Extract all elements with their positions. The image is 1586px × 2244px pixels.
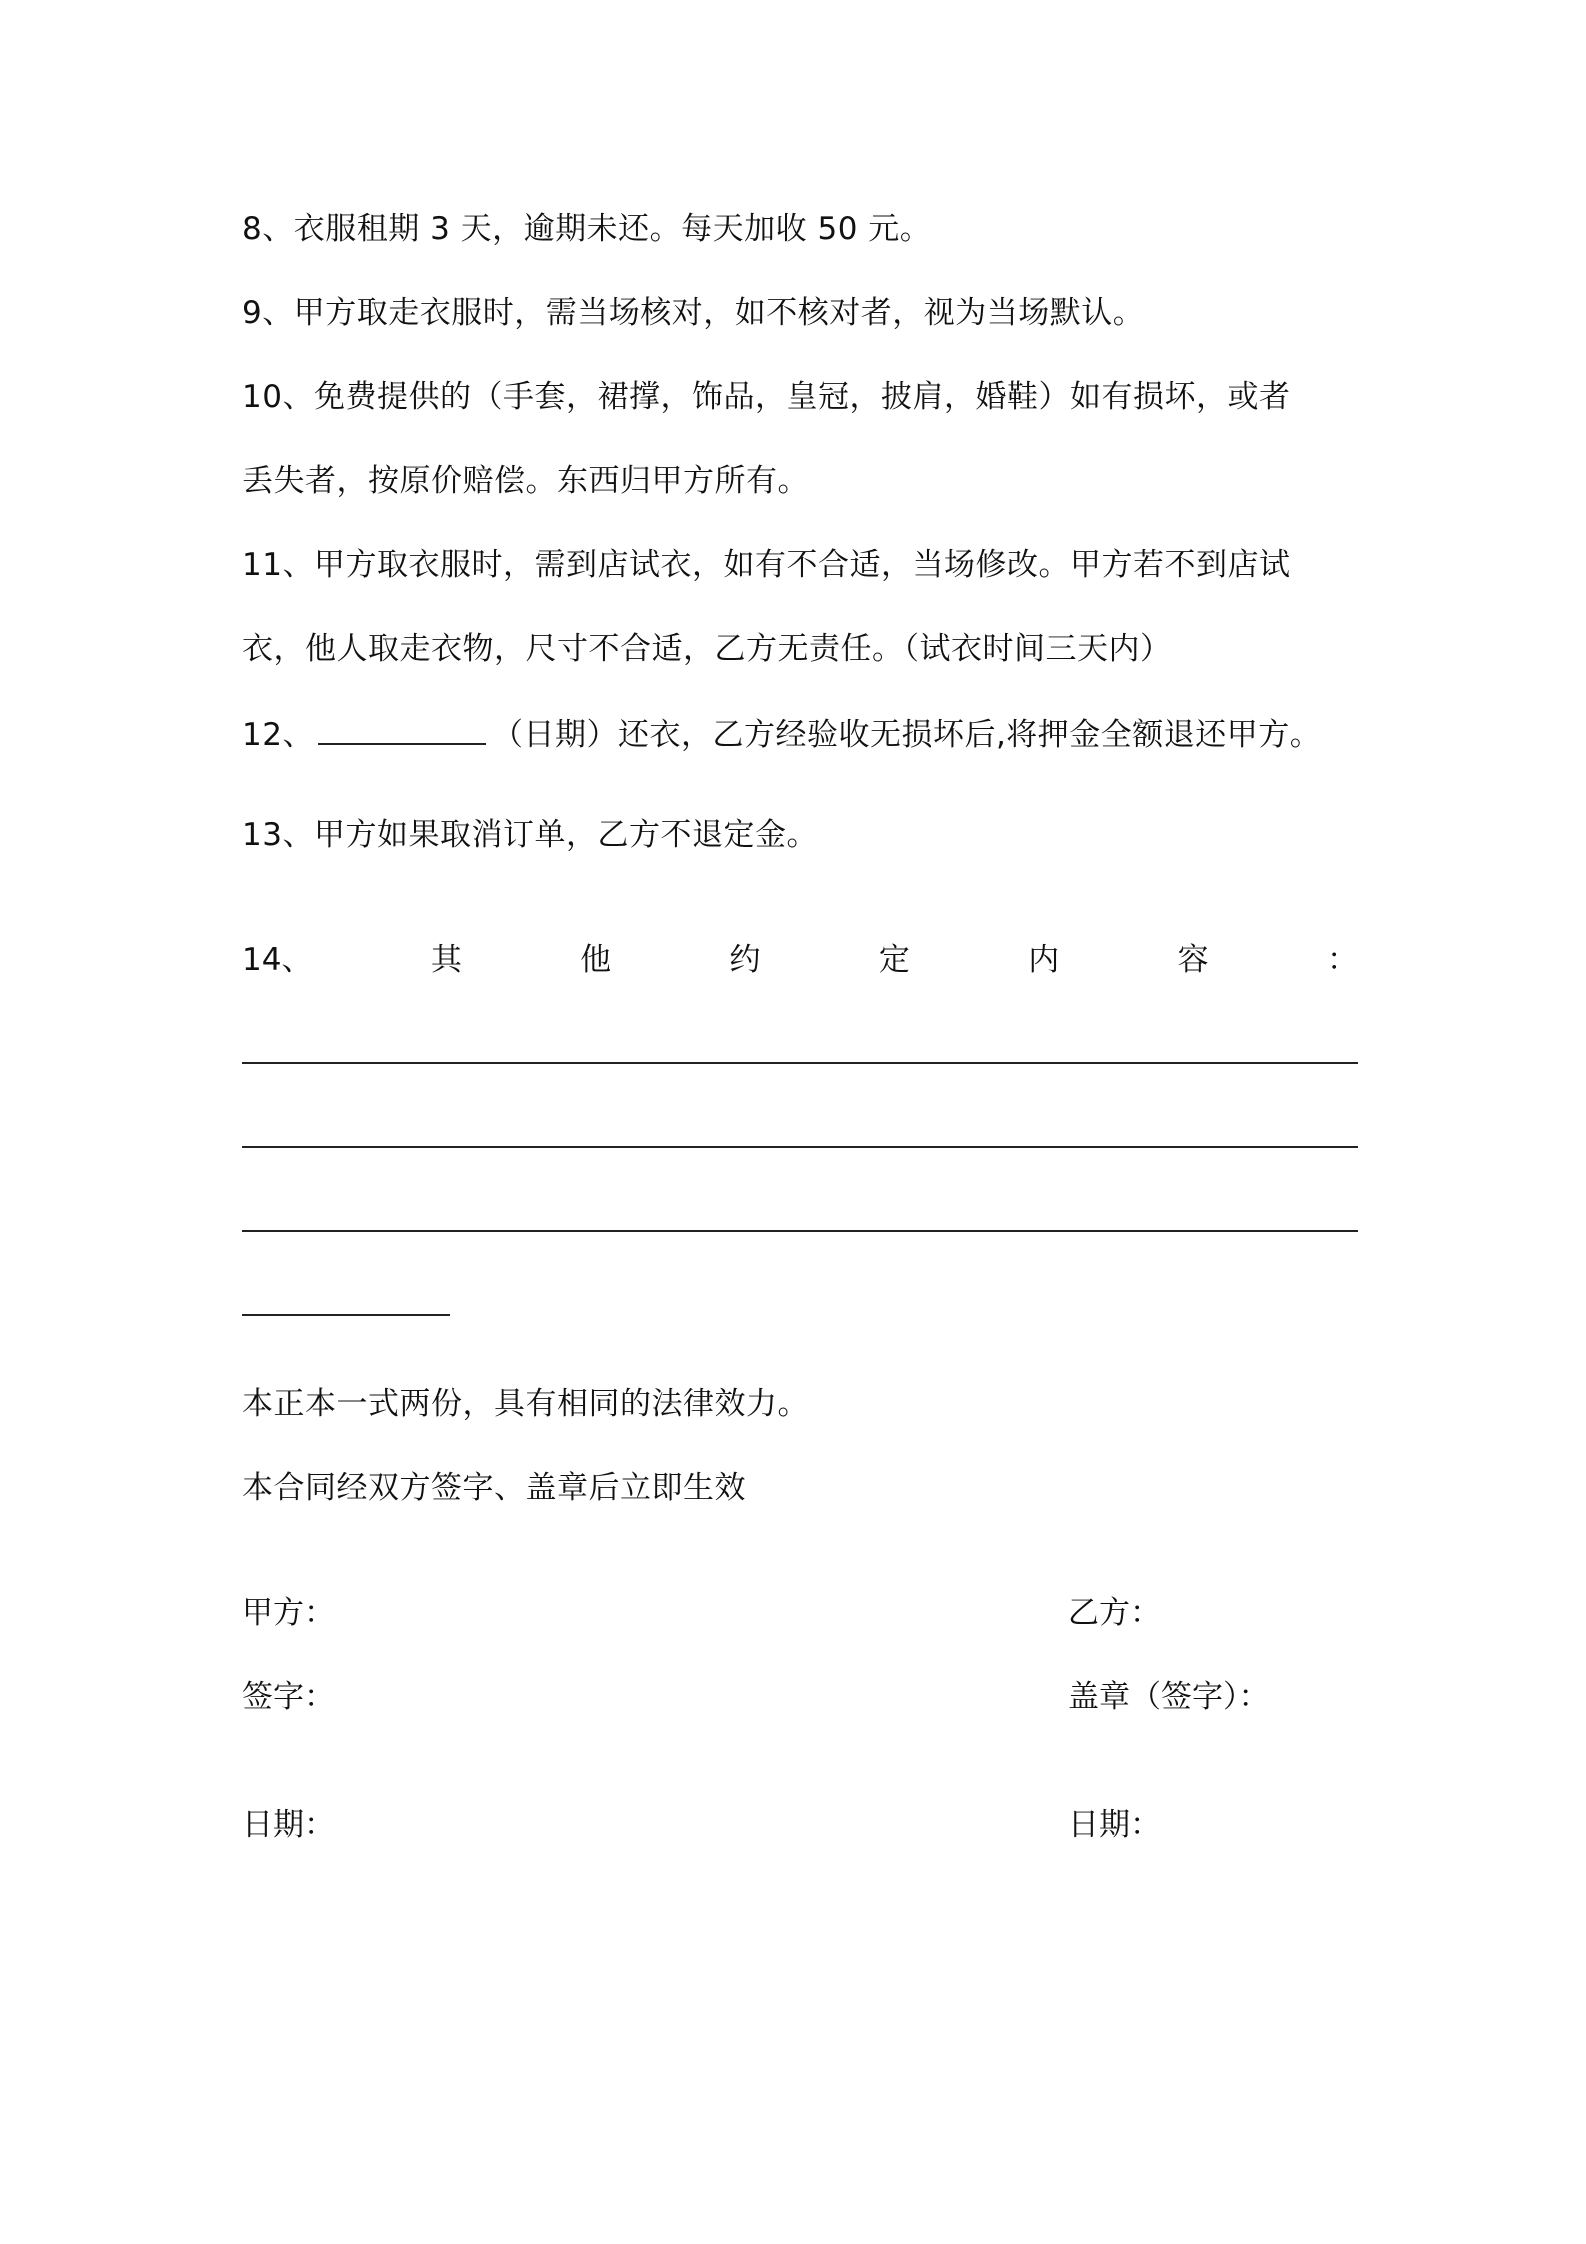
date-a-label: 日期：: [242, 1807, 335, 1843]
clause-14-char: 内: [1028, 942, 1060, 978]
sign-label: 签字：: [242, 1679, 335, 1715]
date-b-label: 日期：: [1068, 1807, 1161, 1843]
clause-14-char: 14、: [242, 942, 313, 978]
blank-rule-1: [242, 1062, 1358, 1064]
clause-14-char: 定: [878, 942, 910, 978]
blank-rule-2: [242, 1146, 1358, 1148]
clause-14-char: 容: [1177, 942, 1209, 978]
party-b-label: 乙方：: [1068, 1595, 1161, 1631]
seal-label: 盖章（签字）：: [1068, 1679, 1270, 1715]
clause-12: [242, 713, 1358, 755]
clause-9: 9、甲方取走衣服时，需当场核对，如不核对者，视为当场默认。: [242, 295, 1145, 331]
clause-10-line-2: 丢失者，按原价赔偿。东西归甲方所有。: [242, 463, 809, 499]
blank-rule-3: [242, 1230, 1358, 1232]
clause-14-char: 约: [729, 942, 761, 978]
party-a-label: 甲方：: [242, 1595, 335, 1631]
clause-10-line-1: 10、免费提供的（手套，裙撑，饰品，皇冠，披肩，婚鞋）如有损坏，或者: [242, 379, 1291, 415]
clause-14-char: 他: [580, 942, 612, 978]
clause-14-char: ：: [1326, 942, 1358, 978]
clause-11-line-2: 衣，他人取走衣物，尺寸不合适，乙方无责任。（试衣时间三天内）: [242, 631, 1172, 667]
clause-14: [242, 940, 1358, 980]
clause-8: 8、衣服租期 3 天，逾期未还。每天加收 50 元。: [242, 211, 932, 247]
effective-statement: 本合同经双方签字、盖章后立即生效: [242, 1470, 746, 1506]
clause-11-line-1: 11、甲方取衣服时，需到店试衣，如有不合适，当场修改。甲方若不到店试: [242, 547, 1291, 583]
blank-rule-4: [242, 1314, 450, 1316]
clause-12-suffix: （日期）还衣，乙方经验收无损坏后,将押金全额退还甲方。: [491, 717, 1322, 753]
clause-12-prefix: 12、: [242, 717, 314, 753]
date-blank: [318, 713, 486, 745]
copies-statement: 本正本一式两份，具有相同的法律效力。: [242, 1386, 809, 1422]
clause-14-char: 其: [430, 942, 462, 978]
clause-13: 13、甲方如果取消订单，乙方不退定金。: [242, 817, 818, 853]
